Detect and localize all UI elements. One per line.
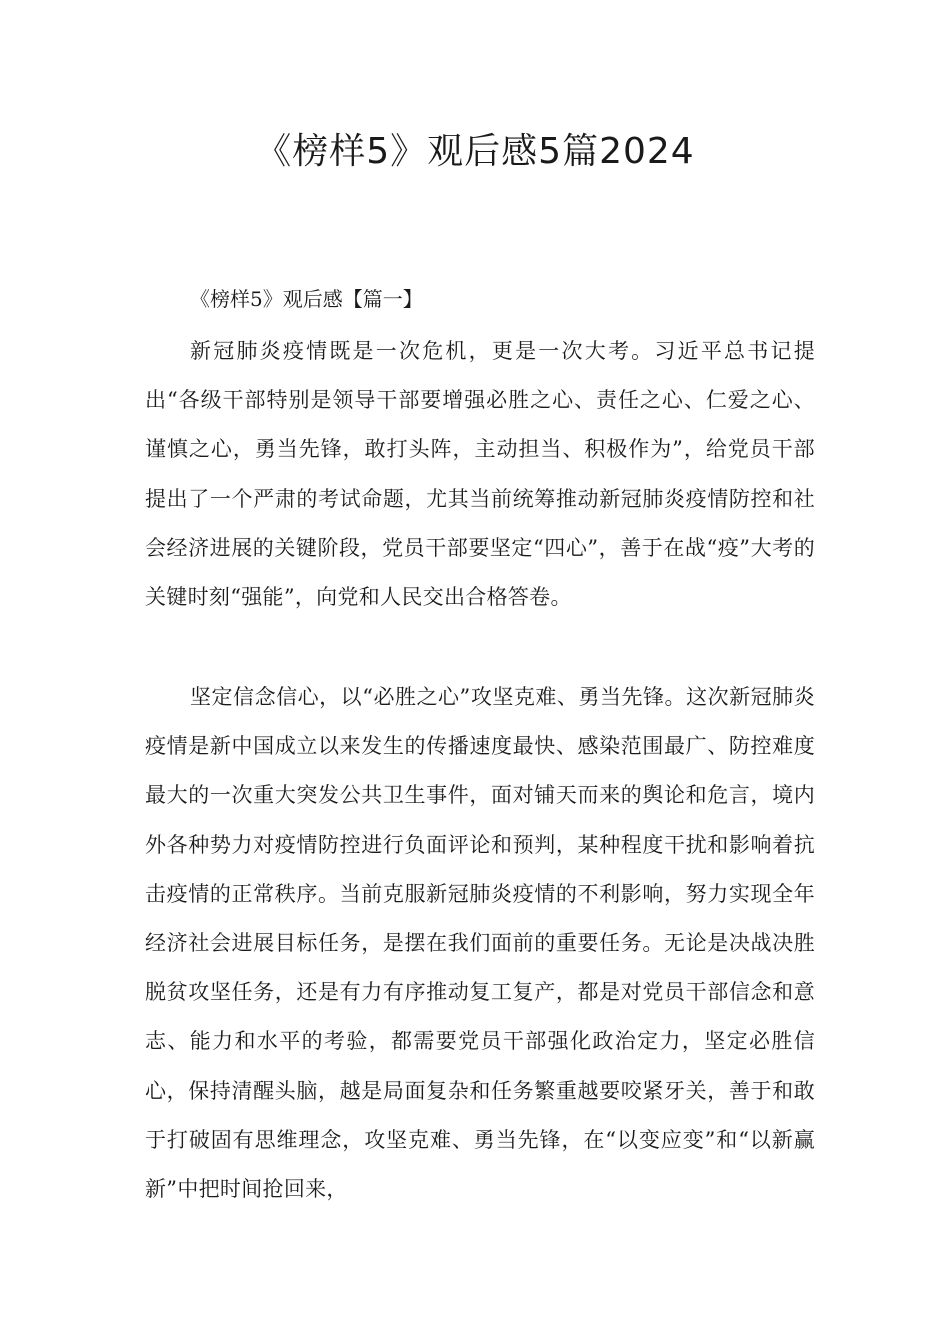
section-heading: 《榜样5》观后感【篇一】 bbox=[190, 287, 423, 311]
document-title: 《榜样5》观后感5篇2024 bbox=[255, 131, 695, 172]
body-paragraph: 新冠肺炎疫情既是一次危机，更是一次大考。习近平总书记提出“各级干部特别是领导干部要增强必胜之心、责任之心、仁爱之心、谨慎之心，勇当先锋，敢打头阵，主动担当、积极作为”，给党员干部提出了一个严肃的考试命题，尤其当前统筹推动新冠肺炎疫情防控和社会经济进展的关键阶段，党员干部要坚定“四心”，善于在战“疫”大考的关键时刻“强能”，向党和人民交出合格答卷。 bbox=[145, 339, 815, 610]
body-paragraph: 坚定信念信心，以“必胜之心”攻坚克难、勇当先锋。这次新冠肺炎疫情是新中国成立以来发生的传播速度最快、感染范围最广、防控难度最大的一次重大突发公共卫生事件，面对铺天而来的舆论和危言，境内外各种势力对疫情防控进行负面评论和预判，某种程度干扰和影响着抗击疫情的正常秩序。当前克服新冠肺炎疫情的不利影响，努力实现全年经济社会进展目标任务，是摆在我们面前的重要任务。无论是决战决胜脱贫攻坚任务，还是有力有序推动复工复产，都是对党员干部信念和意志、能力和水平的考验，都需要党员干部强化政治定力，坚定必胜信心，保持清醒头脑，越是局面复杂和任务繁重越要咬紧牙关，善于和敢于打破固有思维理念，攻坚克难、勇当先锋，在“以变应变”和“以新赢新”中把时间抢回来， bbox=[145, 685, 815, 1202]
